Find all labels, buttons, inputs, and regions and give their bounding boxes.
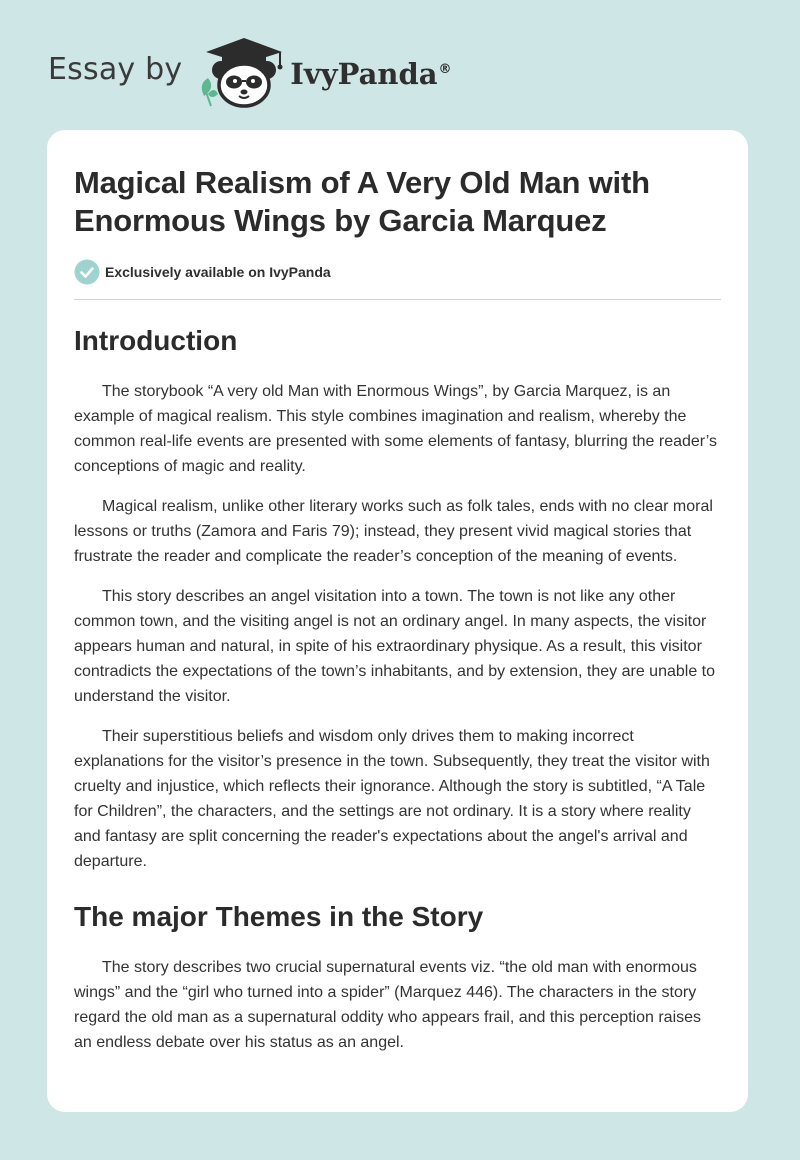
paragraph: Magical realism, unlike other literary works such as folk tales, ends with no clear moral lessons or truths (Zamora and Faris 79); instead, they present vivid magical stories that frustrate the reader and complicate the reader’s conception of the meaning of events. bbox=[74, 498, 713, 565]
paragraph: The storybook “A very old Man with Enormous Wings”, by Garcia Marquez, is an example of magical realism. This style combines imagination and realism, whereby the common real-life events are presented with some elements of fantasy, blurring the reader’s conceptions of magic and reality. bbox=[74, 383, 717, 475]
section-heading: Introduction bbox=[74, 325, 238, 356]
section-introduction bbox=[74, 324, 721, 874]
section-major-themes bbox=[74, 900, 721, 1055]
exclusive-badge-text: Exclusively available on IvyPanda bbox=[105, 264, 331, 280]
brand-name[interactable] bbox=[290, 57, 451, 91]
page-title: Magical Realism of A Very Old Man with Enormous Wings by Garcia Marquez bbox=[74, 165, 650, 238]
paragraph: The story describes two crucial supernatural events viz. “the old man with enormous wings” and the “girl who turned into a spider” (Marquez 446). The characters in the story regard the old man as a supernatural oddity who appears frail, and this perception raises an endless debate over his status as an angel. bbox=[74, 959, 702, 1051]
exclusive-badge bbox=[74, 258, 721, 286]
brand-name-text: IvyPanda bbox=[290, 57, 438, 91]
section-heading: The major Themes in the Story bbox=[74, 901, 484, 932]
panda-graduate-logo-icon[interactable] bbox=[194, 34, 286, 110]
registered-mark: ® bbox=[438, 62, 452, 78]
article-card bbox=[47, 130, 748, 1112]
site-header bbox=[48, 34, 452, 110]
paragraph: Their superstitious beliefs and wisdom only drives them to making incorrect explanations for the visitor’s presence in the town. Subsequently, they treat the visitor with cruelty and injustice, which reflects their ignorance. Although the story is subtitled, “A Tale for Children”, the characters, and the settings are not ordinary. It is a story where reality and fantasy are split concerning the reader's expectations about the angel's arrival and departure. bbox=[74, 728, 710, 870]
paragraph: This story describes an angel visitation into a town. The town is not like any other common town, and the visiting angel is not an ordinary angel. In many aspects, the visitor appears human and natural, in spite of his extraordinary physique. As a result, this visitor contradicts the expectations of the town’s inhabitants, and by extension, they are unable to understand the visitor. bbox=[74, 588, 716, 705]
essay-by-label: Essay by bbox=[48, 51, 183, 87]
title-divider bbox=[74, 299, 721, 300]
check-circle-icon bbox=[74, 259, 100, 285]
